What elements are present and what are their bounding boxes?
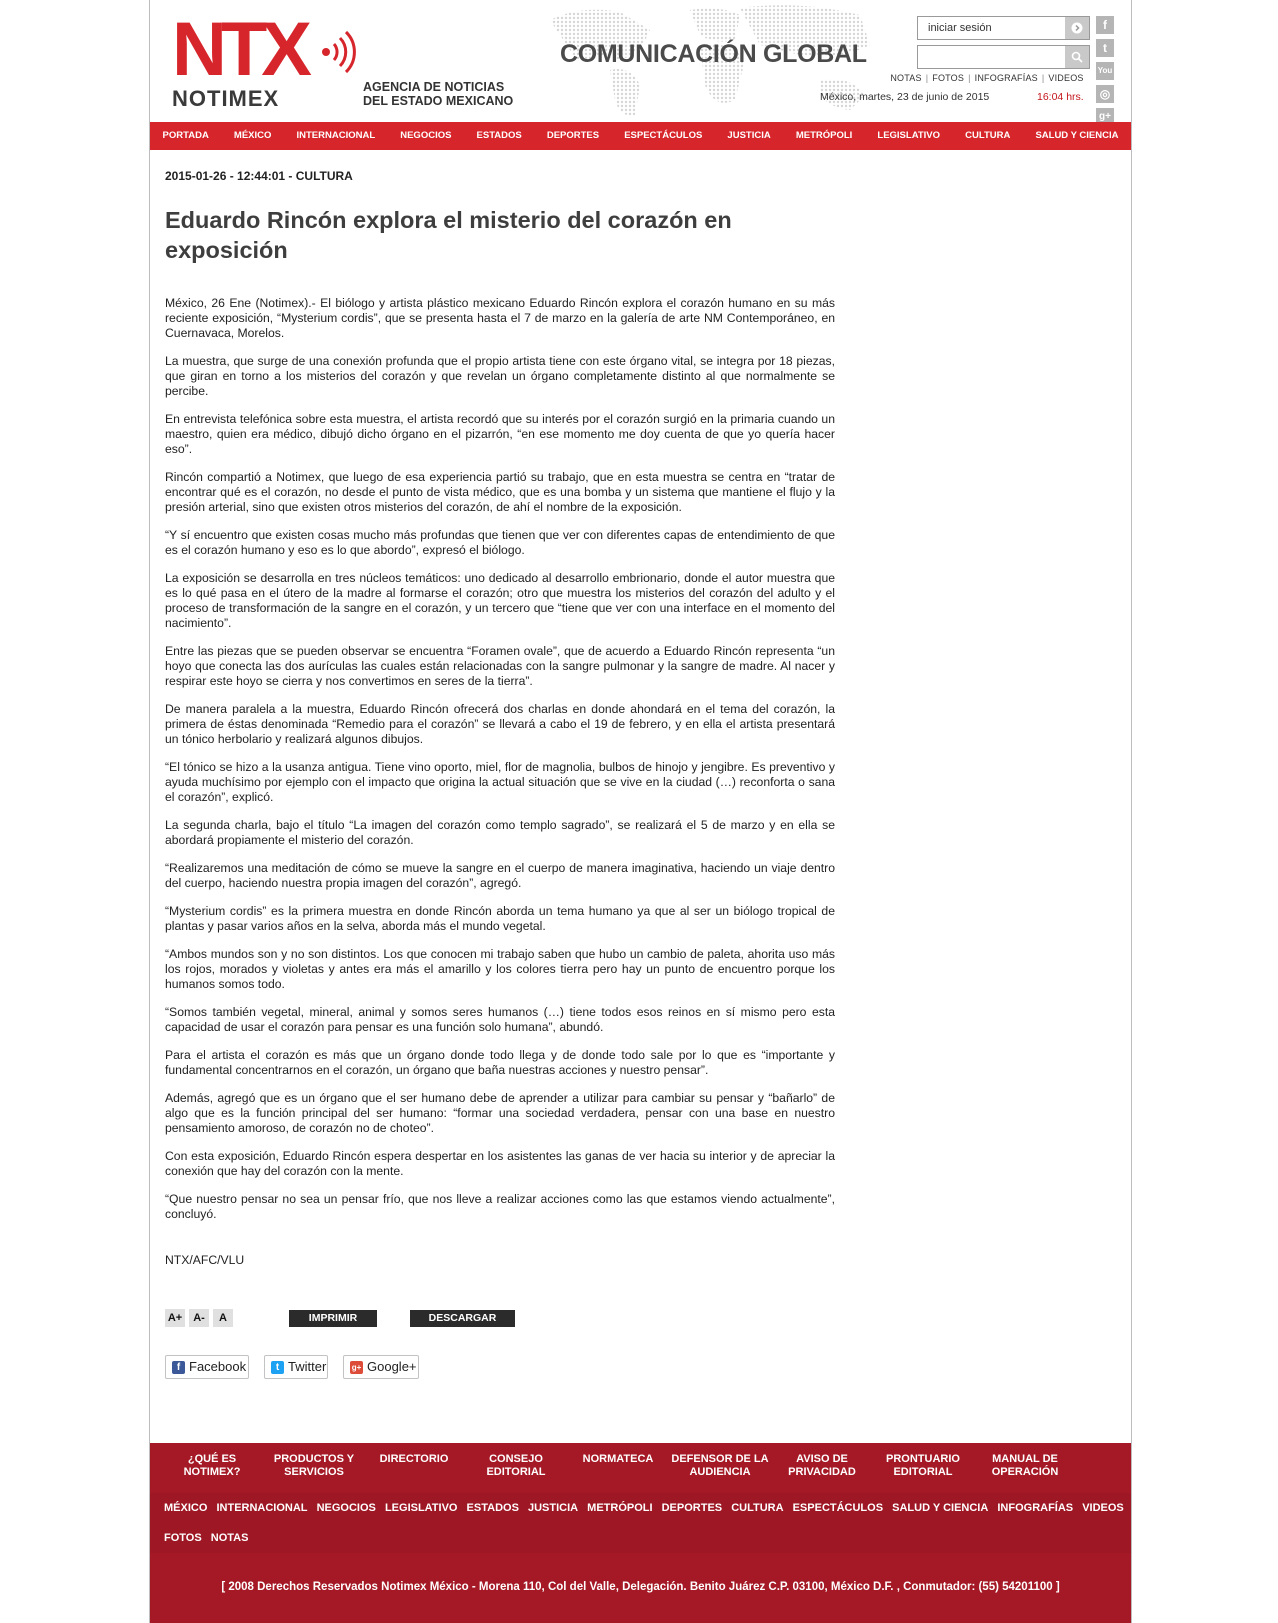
footer-link-label: EDITORIAL	[893, 1465, 953, 1478]
nav-justicia[interactable]: JUSTICIA	[727, 130, 771, 141]
footer-link-label: AUDIENCIA	[689, 1465, 751, 1478]
font-increase-button[interactable]: A+	[165, 1309, 185, 1327]
footer-link-label: OPERACIÓN	[991, 1465, 1059, 1478]
login-field[interactable]	[917, 16, 1090, 40]
footer-link-directorio[interactable]	[364, 1453, 464, 1466]
footer-cat-internacional[interactable]: INTERNACIONAL	[216, 1502, 308, 1514]
article-paragraph: De manera paralela a la muestra, Eduardo Rincón ofrecerá dos charlas en donde ahondará en el tema del corazón, la primera de éstas denominada “Remedio para el corazón” se llevará a cabo el 19 de febrero, y en ella el artista presentará un tónico herbolario y realizará algunos dibujos.	[165, 702, 835, 746]
article-paragraph: “Mysterium cordis” es la primera muestra en donde Rincón aborda un tema humano ya que al ser un biólogo tropical de plantas y pasar varios años en la selva, aborda más el mundo vegetal.	[165, 904, 835, 933]
footer-link-label: CONSEJO	[489, 1453, 543, 1465]
footer-cat-metropoli[interactable]: METRÓPOLI	[587, 1502, 653, 1514]
article-paragraph: México, 26 Ene (Notimex).- El biólogo y artista plástico mexicano Eduardo Rincón explora el corazón humano en su más reciente exposición, “Mysterium cordis”, que se presenta hasta el 7 de marzo en la galería de arte NM Contemporáneo, en Cuernavaca, Morelos.	[165, 296, 835, 340]
footer-cat-notas[interactable]: NOTAS	[210, 1532, 249, 1544]
article-paragraph: “Y sí encuentro que existen cosas mucho más profundas que tienen que ver con diferentes capas de entendimiento de que es el corazón humano y eso es lo que abordo”, expresó el biólogo.	[165, 528, 835, 557]
current-time: 16:04 hrs.	[1037, 91, 1084, 103]
agency-tagline	[363, 80, 533, 108]
nav-espectaculos[interactable]: ESPECTÁCULOS	[624, 130, 703, 141]
article-paragraph: Con esta exposición, Eduardo Rincón espera despertar en los asistentes las ganas de ver hacia su interior y de apreciar la conexión que hay del corazón con la mente.	[165, 1149, 835, 1178]
article-body	[165, 296, 835, 1235]
search-input[interactable]	[918, 46, 1065, 68]
footer-link-productos[interactable]	[264, 1453, 364, 1478]
article-paragraph: La muestra, que surge de una conexión profunda que el propio artista tiene con este órgano vital, se integra por 18 piezas, que giran en torno a los misterios del corazón y que revelan un órgano completamente distinto al que normalmente se percibe.	[165, 354, 835, 398]
login-button[interactable]	[1065, 17, 1089, 39]
article-paragraph: “El tónico se hizo a la usanza antigua. Tiene vino oporto, miel, flor de magnolia, bulbos de hinojo y jengibre. Es preventivo y ayuda muchísimo por ejemplo con el impacto que origina la actual situación que se vive en la ciudad (…) reconforta o sana el corazón”, explicó.	[165, 760, 835, 804]
footer-categories	[150, 1493, 1131, 1553]
footer-link-label: AVISO DE	[796, 1453, 848, 1465]
nav-legislativo[interactable]: LEGISLATIVO	[877, 130, 941, 141]
footer-cat-videos[interactable]: VIDEOS	[1082, 1502, 1124, 1514]
article-paragraph: “Ambos mundos son y no son distintos. Los que conocen mi trabajo saben que hubo un cambio de paleta, ahorita uso más los rojos, morados y violetas y antes era más el amarillo y los colores tierra pero hay un punto de encuentro porque los humanos somos todo.	[165, 947, 835, 991]
nav-negocios[interactable]: NEGOCIOS	[400, 130, 452, 141]
login-input[interactable]	[918, 17, 1065, 39]
article-paragraph: Para el artista el corazón es más que un órgano donde todo llega y de donde todo sale por lo que es “importante y fundamental concentrarnos en el corazón, un órgano que baña nuestras acciones y nuestro pensar”.	[165, 1048, 835, 1077]
footer-cat-justicia[interactable]: JUSTICIA	[527, 1502, 579, 1514]
share-google-button[interactable]	[343, 1355, 419, 1379]
footer-link-normateca[interactable]	[568, 1453, 668, 1466]
slogan: COMUNICACIÓN GLOBAL	[560, 40, 867, 68]
search-icon	[1071, 51, 1083, 63]
footer-cat-salud-y-ciencia[interactable]: SALUD Y CIENCIA	[892, 1502, 989, 1514]
nav-metropoli[interactable]: METRÓPOLI	[795, 130, 853, 141]
footer-categories-row-2	[164, 1532, 254, 1544]
copyright-text: [ 2008 Derechos Reservados Notimex México - Morena 110, Col del Valle, Delegación. Benito Juárez C.P. 03100, México D.F. , Conmutador: (55) 54201100 ]	[221, 1581, 1060, 1593]
signal-waves-icon	[312, 22, 362, 82]
facebook-icon: f	[172, 1361, 185, 1374]
logo-ntx-text: NTX	[172, 7, 306, 92]
google-plus-icon[interactable]: g+	[1096, 108, 1114, 126]
nav-deportes[interactable]: DEPORTES	[546, 130, 600, 141]
font-reset-button[interactable]: A	[213, 1309, 233, 1327]
google-plus-icon: g+	[351, 1362, 362, 1372]
top-links: NOTAS | FOTOS | INFOGRAFÍAS | VIDEOS	[890, 73, 1084, 83]
article-paragraph: Rincón compartió a Notimex, que luego de esa experiencia partió su trabajo, que en esta muestra se centra en “tratar de encontrar qué es el corazón, no desde el punto de vista médico, que es una bomba y un sistema que mantiene el flujo y la presión arterial, sino que existen otros misterios del corazón, de ahí el nombre de la exposición.	[165, 470, 835, 514]
page-frame	[149, 0, 1132, 1623]
top-link-infografias[interactable]: INFOGRAFÍAS	[974, 73, 1038, 83]
search-field[interactable]	[917, 45, 1090, 69]
print-button[interactable]: IMPRIMIR	[289, 1310, 377, 1327]
instagram-icon[interactable]: ◎	[1096, 85, 1114, 103]
footer-categories-row-1	[164, 1502, 1130, 1514]
share-twitter-button[interactable]	[264, 1355, 328, 1379]
footer-cat-mexico[interactable]: MÉXICO	[164, 1502, 208, 1514]
footer-cat-deportes[interactable]: DEPORTES	[661, 1502, 723, 1514]
footer-link-que-es-notimex[interactable]	[162, 1453, 262, 1478]
top-link-fotos[interactable]: FOTOS	[932, 73, 965, 83]
article-paragraph: “Que nuestro pensar no sea un pensar frío, que nos lleve a realizar acciones como las que estamos viendo actualmente”, concluyó.	[165, 1192, 835, 1221]
footer-link-label: PRONTUARIO	[886, 1453, 960, 1465]
twitter-icon[interactable]: t	[1096, 39, 1114, 57]
nav-portada[interactable]: PORTADA	[162, 130, 209, 141]
article-paragraph: Además, agregó que es un órgano que el ser humano debe de aprender a utilizar para cambiar su pensar y “bañarlo” de algo que es la función principal del ser humano: “formar una sociedad verdadera, pensar con una base en nuestro pensamiento amoroso, de corazón no de choteo”.	[165, 1091, 835, 1135]
article-paragraph: “Realizaremos una meditación de cómo se mueve la sangre en el cuerpo de manera imaginativa, haciendo un viaje dentro del cuerpo, haciendo nuestra propia imagen del corazón”, agregó.	[165, 861, 835, 890]
nav-internacional[interactable]: INTERNACIONAL	[296, 130, 376, 141]
search-button[interactable]	[1065, 46, 1089, 68]
footer-link-prontuario[interactable]	[873, 1453, 973, 1478]
arrow-right-circle-icon	[1071, 22, 1083, 34]
download-button[interactable]: DESCARGAR	[410, 1310, 515, 1327]
footer-link-aviso-privacidad[interactable]	[772, 1453, 872, 1478]
nav-mexico[interactable]: MÉXICO	[233, 130, 272, 141]
footer-cat-legislativo[interactable]: LEGISLATIVO	[384, 1502, 458, 1514]
article-paragraph: En entrevista telefónica sobre esta muestra, el artista recordó que su interés por el corazón surgió en la primaria cuando un maestro, quien era médico, dibujó dicho órgano en el pizarrón, “en ese momento me doy cuenta de que yo quería hacer eso”.	[165, 412, 835, 456]
header	[150, 0, 1131, 125]
share-google-label: Google+	[367, 1359, 417, 1374]
footer-link-label: NORMATECA	[582, 1453, 654, 1465]
social-links	[1096, 16, 1114, 131]
article-signature: NTX/AFC/VLU	[165, 1253, 245, 1267]
footer-link-label: MANUAL DE	[992, 1453, 1058, 1465]
footer-cat-fotos[interactable]: FOTOS	[164, 1532, 202, 1544]
footer-cat-negocios[interactable]: NEGOCIOS	[316, 1502, 376, 1514]
agency-line-2: DEL ESTADO MEXICANO	[363, 94, 514, 108]
nav-estados[interactable]: ESTADOS	[476, 130, 522, 141]
footer-menu	[150, 1443, 1131, 1493]
article-paragraph: La segunda charla, bajo el título “La imagen del corazón como templo sagrado”, se realizará el 5 de marzo y en ella se abordará propiamente el misterio del corazón.	[165, 818, 835, 847]
notimex-logo[interactable]	[172, 7, 362, 111]
footer-link-label: EDITORIAL	[486, 1465, 546, 1478]
footer	[150, 1443, 1131, 1623]
article-paragraph: La exposición se desarrolla en tres núcleos temáticos: uno dedicado al desarrollo embrionario, donde el autor muestra que es lo qué pasa en el útero de la madre al formarse el corazón; otro que muestra los misterios del corazón del adulto y el proceso de transformación de la sangre en el corazón, y un tercero que “tiene que ver con una interface en el momento del nacimiento”.	[165, 571, 835, 630]
article-paragraph: Entre las piezas que se pueden observar se encuentra “Foramen ovale”, que de acuerdo a Eduardo Rincón representa “un hoyo que conecta las dos aurículas las cuales están relacionadas con la sangre pulmonar y la sangre de madre. Al nacer y respirar este hoyo se cierra y nos convertimos en seres de la tierra”.	[165, 644, 835, 688]
article-meta: 2015-01-26 - 12:44:01 - CULTURA	[165, 169, 353, 183]
footer-cat-cultura[interactable]: CULTURA	[731, 1502, 784, 1514]
footer-link-consejo-editorial[interactable]	[466, 1453, 566, 1478]
main-nav	[150, 122, 1131, 150]
footer-link-label: PRIVACIDAD	[788, 1465, 856, 1478]
footer-link-label: PRODUCTOS Y	[273, 1453, 355, 1465]
article-headline: Eduardo Rincón explora el misterio del corazón en exposición	[165, 207, 732, 263]
nav-salud-y-ciencia[interactable]: SALUD Y CIENCIA	[1035, 130, 1119, 141]
nav-cultura[interactable]: CULTURA	[965, 130, 1011, 141]
youtube-icon[interactable]: You	[1096, 62, 1114, 80]
footer-link-manual[interactable]	[975, 1453, 1075, 1478]
current-date: México, martes, 23 de junio de 2015	[820, 91, 990, 103]
footer-link-label: ¿QUÉ ES	[187, 1453, 237, 1465]
font-decrease-button[interactable]: A-	[189, 1309, 209, 1327]
top-link-videos[interactable]: VIDEOS	[1048, 73, 1084, 83]
footer-link-label: DIRECTORIO	[379, 1453, 449, 1465]
footer-link-defensor[interactable]	[670, 1453, 770, 1478]
top-link-notas[interactable]: NOTAS	[890, 73, 922, 83]
share-twitter-label: Twitter	[288, 1359, 327, 1374]
share-facebook-label: Facebook	[189, 1359, 247, 1374]
footer-cat-infografias[interactable]: INFOGRAFÍAS	[997, 1502, 1074, 1514]
twitter-icon: t	[271, 1361, 284, 1374]
agency-line-1: AGENCIA DE NOTICIAS	[363, 80, 505, 94]
facebook-icon[interactable]: f	[1096, 16, 1114, 34]
article-paragraph: “Somos también vegetal, mineral, animal y somos seres humanos (…) tiene todos esos reinos en sí mismo pero esta capacidad de usar el corazón para pensar es una función solo humana”, abundó.	[165, 1005, 835, 1034]
footer-link-label: SERVICIOS	[284, 1465, 344, 1478]
logo-notimex-text: NOTIMEX	[172, 86, 280, 111]
footer-cat-estados[interactable]: ESTADOS	[466, 1502, 519, 1514]
footer-link-label: DEFENSOR DE LA	[671, 1453, 769, 1465]
footer-cat-espectaculos[interactable]: ESPECTÁCULOS	[792, 1502, 884, 1514]
share-facebook-button[interactable]	[165, 1355, 249, 1379]
footer-link-label: NOTIMEX?	[183, 1465, 241, 1478]
